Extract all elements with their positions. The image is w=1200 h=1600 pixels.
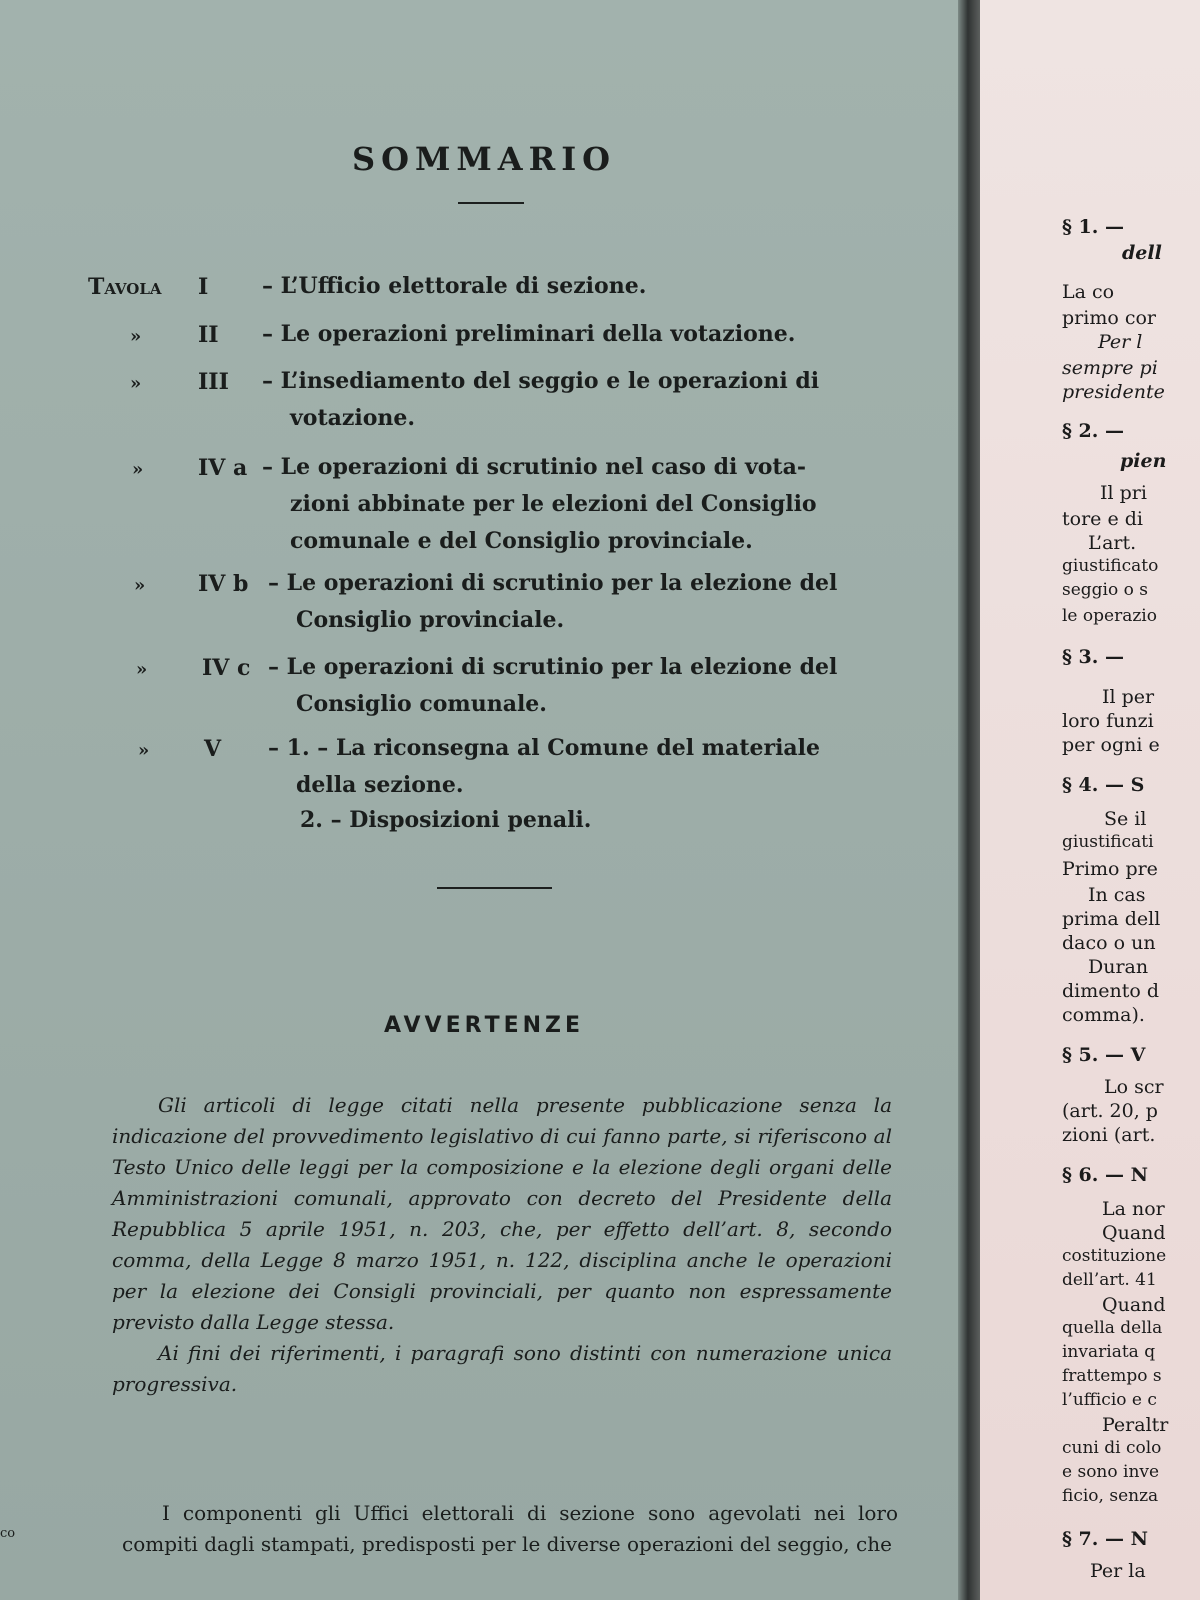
right-page-line: tore e di	[1062, 508, 1143, 530]
toc-tavola-label: »	[130, 373, 142, 394]
avvertenze-paragraph: Gli articoli di legge citati nella presente pubblicazione senza la indicazione del provvedimento legislativo di cui fanno parte, si riferiscono al Testo Unico delle leggi per la composizione e la elezione degli organi delle Amministrazioni comunali, approvato con decreto del Presidente della Repubblica 5 aprile 1951, n. 203, che, per effetto dell’art. 8, secondo comma, della Legge 8 marzo 1951, n. 122, disciplina anche le operazioni per la elezione dei Consigli provinciali, per quanto non espressamente previsto dalla Legge stessa.	[112, 1093, 892, 1334]
right-page-line: Per l	[1098, 331, 1143, 353]
right-page-line: § 7. — N	[1062, 1528, 1148, 1550]
right-page-line: primo cor	[1062, 307, 1156, 329]
right-page-line: La co	[1062, 281, 1115, 303]
right-page-line: In cas	[1088, 884, 1146, 906]
right-page-line: l’ufficio e c	[1062, 1390, 1157, 1410]
right-page	[980, 0, 1200, 1600]
right-page-line: § 4. — S	[1062, 774, 1145, 796]
book-gutter	[958, 0, 980, 1600]
right-page-line: La nor	[1102, 1198, 1165, 1220]
toc-tavola-label: Tavola	[88, 274, 162, 300]
right-page-line: sempre pi	[1062, 357, 1158, 379]
right-page-line: giustificati	[1062, 832, 1154, 852]
toc-entry	[262, 316, 892, 353]
sommario-title: SOMMARIO	[351, 140, 617, 178]
right-page-line: dell’art. 41	[1062, 1270, 1157, 1290]
right-page-line: quella della	[1062, 1318, 1163, 1338]
avvertenze-title: AVVERTENZE	[384, 1013, 584, 1038]
right-page-line: e sono inve	[1062, 1462, 1160, 1482]
toc-entry-line: della sezione.	[296, 772, 464, 798]
right-page-line: cuni di colo	[1062, 1438, 1162, 1458]
toc-number: II	[198, 322, 219, 348]
toc-entry	[262, 449, 892, 560]
right-page-line: § 2. —	[1062, 420, 1125, 442]
toc-entry-line: – 1. – La riconsegna al Comune del materiale	[268, 735, 821, 761]
toc-tavola-label: »	[134, 575, 146, 596]
right-page-line: invariata q	[1062, 1342, 1156, 1362]
toc-entry	[268, 649, 898, 723]
right-page-line: comma).	[1062, 1004, 1145, 1026]
right-page-line: dell	[1122, 242, 1162, 264]
right-page-line: frattempo s	[1062, 1366, 1162, 1386]
toc-entry-line: – Le operazioni di scrutinio nel caso di vota-	[262, 454, 806, 480]
toc-tavola-label: »	[138, 740, 150, 761]
toc-entry	[268, 730, 898, 804]
avvertenze-text	[112, 1090, 892, 1400]
toc-entry-line: – L’Ufficio elettorale di sezione.	[262, 273, 647, 299]
right-page-line: presidente	[1062, 381, 1165, 403]
right-page-line: § 5. — V	[1062, 1044, 1146, 1066]
toc-entry-line: – Le operazioni preliminari della votazione.	[262, 321, 796, 347]
toc-entry-line: 2. – Disposizioni penali.	[300, 807, 592, 833]
right-page-line: dimento d	[1062, 980, 1160, 1002]
right-page-line: seggio o s	[1062, 580, 1148, 600]
right-page-line: Il pri	[1100, 482, 1147, 504]
toc-entry-line: votazione.	[290, 405, 416, 431]
toc-entry	[268, 565, 898, 639]
right-page-line: Per la	[1090, 1560, 1146, 1582]
right-page-line: § 1. —	[1062, 216, 1125, 238]
toc-entry-line: Consiglio comunale.	[296, 691, 547, 717]
right-page-line: zioni (art.	[1062, 1124, 1156, 1146]
toc-entry	[262, 363, 892, 437]
right-page-line: Lo scr	[1104, 1076, 1164, 1098]
corner-fragment: co	[0, 1526, 16, 1541]
right-page-line: per ogni e	[1062, 734, 1160, 756]
toc-entry-line: Consiglio provinciale.	[296, 607, 565, 633]
right-page-line: Primo pre	[1062, 858, 1158, 880]
right-page-line: Quand	[1102, 1294, 1166, 1316]
right-page-line: Peraltr	[1102, 1414, 1169, 1436]
toc-number: IV c	[202, 655, 251, 681]
toc-tavola-label: »	[130, 326, 142, 347]
right-page-line: ficio, senza	[1062, 1486, 1159, 1506]
right-page-line: costituzione	[1062, 1246, 1167, 1266]
toc-entry	[300, 802, 930, 839]
toc-entry-line: zioni abbinate per le elezioni del Consiglio	[290, 491, 817, 517]
toc-tavola-label: »	[136, 659, 148, 680]
title-underline	[458, 202, 524, 204]
right-page-line: Il per	[1102, 686, 1155, 708]
right-page-line: L’art.	[1088, 532, 1137, 554]
toc-number: I	[198, 274, 209, 300]
toc-entry-line: – L’insediamento del seggio e le operazioni di	[262, 368, 820, 394]
toc-number: V	[204, 736, 222, 762]
avvertenze-paragraph: Ai fini dei riferimenti, i paragrafi sono distinti con numerazione unica progressiva.	[112, 1341, 892, 1396]
toc-entry	[262, 268, 892, 305]
right-page-line: Se il	[1104, 808, 1147, 830]
toc-entry-line: – Le operazioni di scrutinio per la elezione del	[268, 654, 838, 680]
right-page-line: § 3. —	[1062, 646, 1125, 668]
right-page-line: pien	[1120, 450, 1167, 472]
right-page-line: § 6. — N	[1062, 1164, 1148, 1186]
toc-number: IV a	[198, 455, 248, 481]
section-divider	[437, 887, 552, 889]
toc-entry-line: – Le operazioni di scrutinio per la elezione del	[268, 570, 838, 596]
right-page-line: (art. 20, p	[1062, 1100, 1158, 1122]
right-page-line: prima dell	[1062, 908, 1161, 930]
right-page-line: daco o un	[1062, 932, 1156, 954]
toc-tavola-label: »	[132, 459, 144, 480]
right-page-line: Quand	[1102, 1222, 1166, 1244]
toc-entry-line: comunale e del Consiglio provinciale.	[290, 528, 753, 554]
right-page-line: giustificato	[1062, 556, 1159, 576]
toc-number: III	[198, 369, 229, 395]
toc-number: IV b	[198, 571, 249, 597]
footer-paragraph: I componenti gli Uffici elettorali di sezione sono agevolati nei loro compiti dagli stampati, predisposti per le diverse operazioni del seggio, che	[122, 1501, 898, 1556]
right-page-line: Duran	[1088, 956, 1149, 978]
right-page-line: le operazio	[1062, 606, 1157, 626]
right-page-line: loro funzi	[1062, 710, 1154, 732]
footer-text	[122, 1498, 898, 1560]
